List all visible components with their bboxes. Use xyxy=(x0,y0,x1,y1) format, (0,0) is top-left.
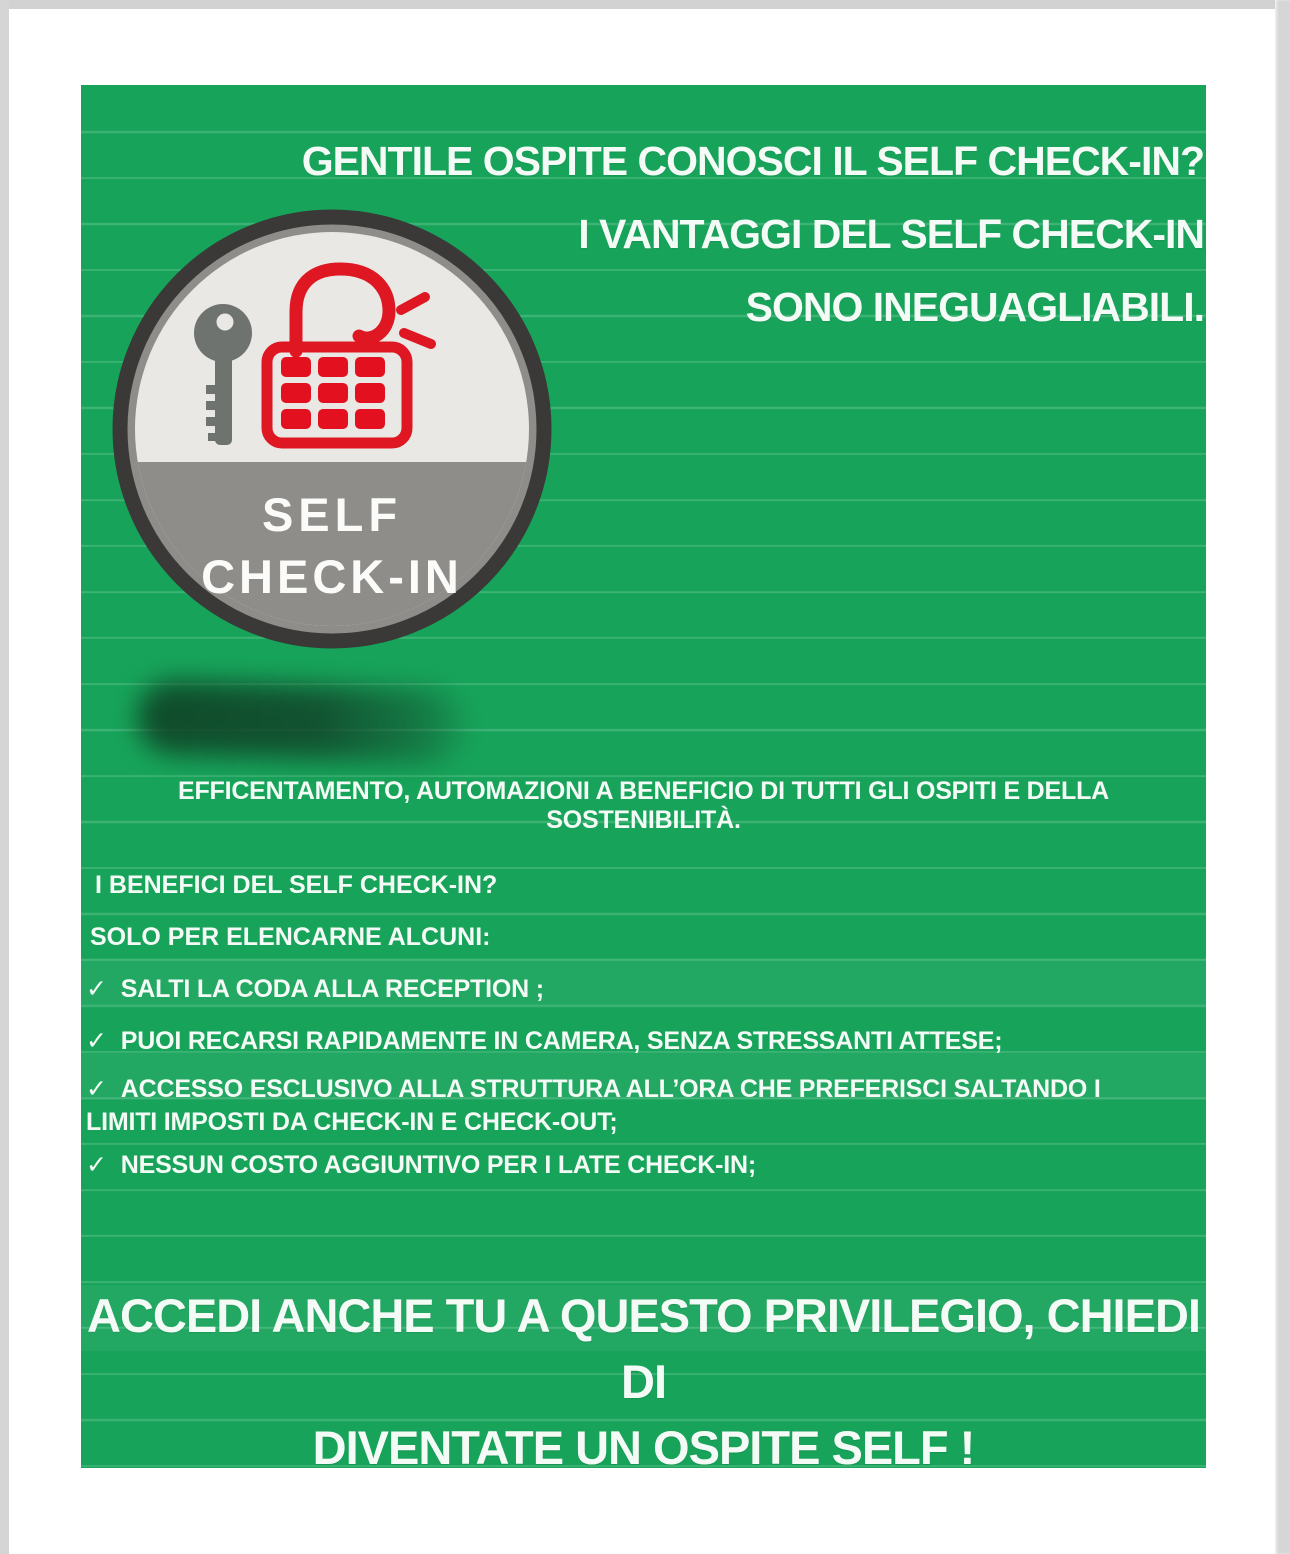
page-border-right xyxy=(1275,0,1290,1554)
benefit-item xyxy=(86,1149,1171,1182)
benefit-text: PUOI RECARSI RAPIDAMENTE IN CAMERA, SENZA STRESSANTI ATTESE; xyxy=(120,1027,1003,1055)
benefit-text: SALTI LA CODA ALLA RECEPTION ; xyxy=(120,975,544,1003)
cta-line-1: ACCEDI ANCHE TU A QUESTO PRIVILEGIO, CHIEDI DI xyxy=(87,1289,1200,1408)
check-icon: ✓ xyxy=(86,1151,107,1179)
benefit-text: ACCESSO ESCLUSIVO ALLA STRUTTURA ALL’ORA CHE PREFERISCI SALTANDO I LIMITI IMPOSTI DA CHECK-IN E CHECK-OUT; xyxy=(86,1075,1101,1136)
header-line-1: GENTILE OSPITE CONOSCI IL SELF CHECK-IN? xyxy=(301,138,1204,184)
check-icon: ✓ xyxy=(86,1027,107,1055)
check-icon: ✓ xyxy=(86,975,107,1003)
badge-label-line-2: CHECK-IN xyxy=(201,550,463,603)
self-checkin-badge-art xyxy=(112,209,552,649)
redacted-smudge xyxy=(136,679,468,764)
page-border-left xyxy=(0,0,9,1554)
benefit-item xyxy=(86,973,1171,1006)
header-line-2: I VANTAGGI DEL SELF CHECK-IN xyxy=(578,211,1204,257)
header-line-3: SONO INEGUAGLIABILI. xyxy=(745,284,1204,330)
benefits-intro: SOLO PER ELENCARNE ALCUNI: xyxy=(90,923,491,951)
badge-label-line-1: SELF xyxy=(261,488,403,541)
tagline: EFFICENTAMENTO, AUTOMAZIONI A BENEFICIO DI TUTTI GLI OSPITI E DELLA SOSTENIBILITÀ. xyxy=(177,777,1110,834)
call-to-action xyxy=(81,1283,1206,1481)
self-checkin-badge xyxy=(112,209,552,649)
page-border-top xyxy=(0,0,1290,9)
padlock-keypad xyxy=(281,357,385,429)
benefit-item xyxy=(86,1025,1171,1058)
flyer-card xyxy=(81,85,1206,1474)
benefit-text: NESSUN COSTO AGGIUNTIVO PER I LATE CHECK-IN; xyxy=(120,1151,756,1179)
benefit-item xyxy=(86,1073,1171,1139)
check-icon: ✓ xyxy=(86,1075,107,1103)
cta-line-2: DIVENTATE UN OSPITE SELF ! xyxy=(312,1421,975,1474)
benefits-question: I BENEFICI DEL SELF CHECK-IN? xyxy=(95,871,498,899)
